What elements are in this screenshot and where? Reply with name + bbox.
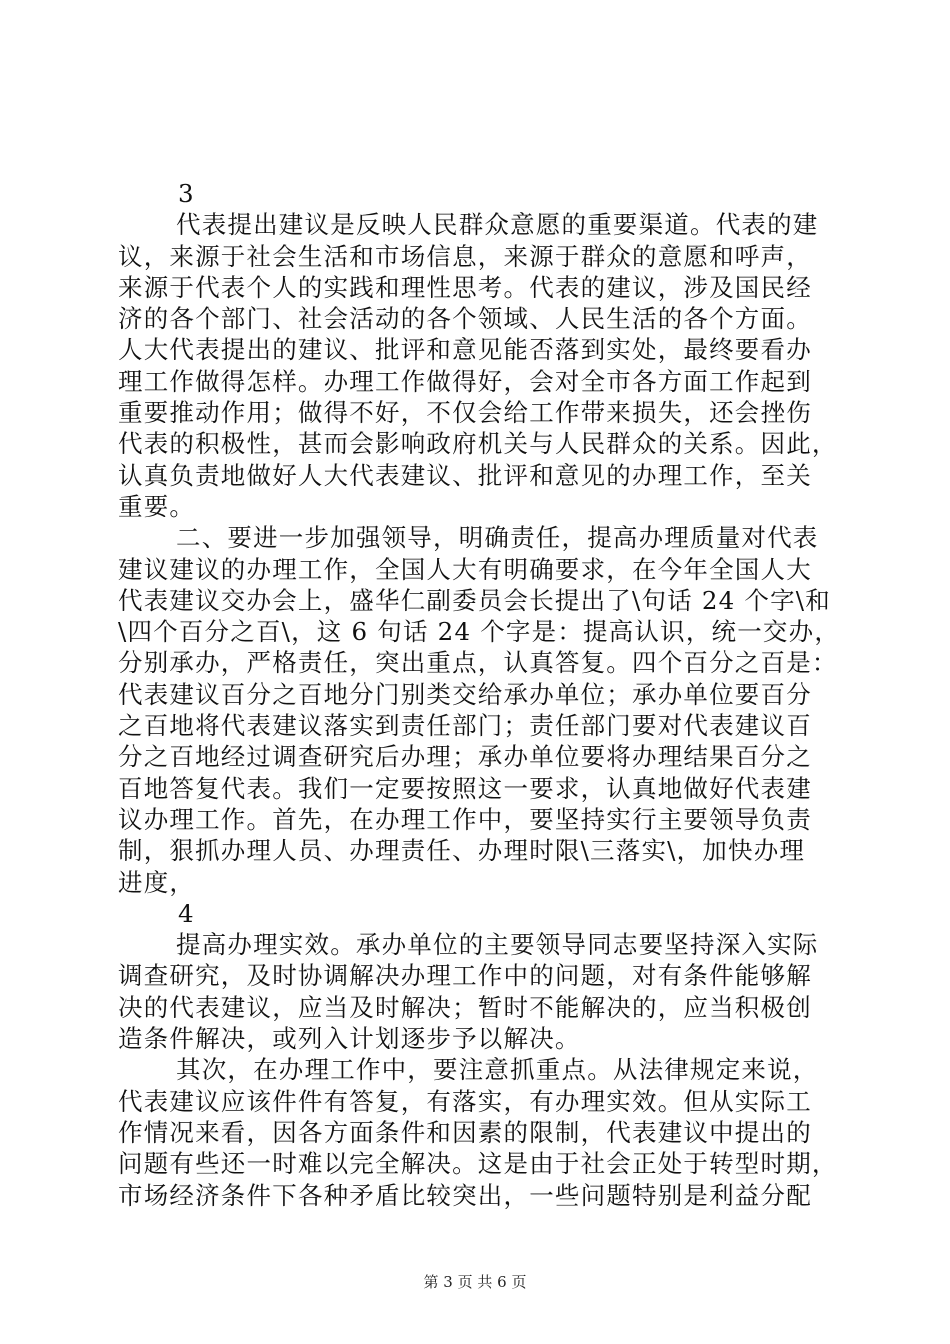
section-number: 3 — [178, 179, 195, 208]
text-line: 进度， — [118, 867, 196, 897]
text-line: 造条件解决，或列入计划逐步予以解决。 — [118, 1024, 581, 1054]
text-line: 提高办理实效。承办单位的主要领导同志要坚持深入实际 — [176, 930, 819, 960]
section-number: 4 — [178, 898, 195, 928]
text-line: 二、要进一步加强领导，明确责任，提高办理质量对代表 — [176, 523, 819, 553]
text-line: 调查研究，及时协调解决办理工作中的问题，对有条件能够解 — [118, 961, 812, 991]
text-line: 问题有些还一时难以完全解决。这是由于社会正处于转型时期， — [118, 1149, 838, 1179]
text-line: 建议建议的办理工作，全国人大有明确要求，在今年全国人大 — [118, 554, 812, 584]
text-line: 代表的积极性，甚而会影响政府机关与人民群众的关系。因此， — [118, 429, 838, 459]
text-line: 代表建议百分之百地分门别类交给承办单位；承办单位要百分 — [118, 679, 812, 709]
text-line: 认真负责地做好人大代表建议、批评和意见的办理工作，至关 — [118, 460, 812, 490]
page-footer: 第 3 页 共 6 页 — [423, 1273, 527, 1291]
text-line: \四个百分之百\，这 6 句话 24 个字是：提高认识，统一交办， — [118, 617, 841, 647]
text-line: 决的代表建议，应当及时解决；暂时不能解决的，应当积极创 — [118, 992, 812, 1022]
text-line: 议，来源于社会生活和市场信息，来源于群众的意愿和呼声， — [118, 241, 812, 271]
text-line: 理工作做得怎样。办理工作做得好，会对全市各方面工作起到 — [118, 366, 812, 396]
text-line: 济的各个部门、社会活动的各个领域、人民生活的各个方面。 — [118, 304, 812, 334]
text-line: 分别承办，严格责任，突出重点，认真答复。四个百分之百是： — [118, 648, 838, 678]
text-line: 来源于代表个人的实践和理性思考。代表的建议，涉及国民经 — [118, 272, 812, 302]
text-line: 重要推动作用；做得不好，不仅会给工作带来损失，还会挫伤 — [118, 398, 812, 428]
document-body — [118, 178, 858, 1211]
text-line: 人大代表提出的建议、批评和意见能否落到实处，最终要看办 — [118, 335, 812, 365]
text-line: 制，狠抓办理人员、办理责任、办理时限\三落实\，加快办理 — [118, 836, 806, 866]
text-line: 之百地将代表建议落实到责任部门；责任部门要对代表建议百 — [118, 711, 812, 741]
text-line: 市场经济条件下各种矛盾比较突出，一些问题特别是利益分配 — [118, 1180, 812, 1210]
text-line: 作情况来看，因各方面条件和因素的限制，代表建议中提出的 — [118, 1117, 812, 1147]
text-line: 其次，在办理工作中，要注意抓重点。从法律规定来说， — [176, 1055, 819, 1085]
text-line: 代表提出建议是反映人民群众意愿的重要渠道。代表的建 — [176, 210, 819, 240]
text-line: 议办理工作。首先，在办理工作中，要坚持实行主要领导负责 — [118, 804, 812, 834]
text-line: 分之百地经过调查研究后办理；承办单位要将办理结果百分之 — [118, 742, 812, 772]
text-line: 代表建议应该件件有答复，有落实，有办理实效。但从实际工 — [118, 1086, 812, 1116]
text-line: 重要。 — [118, 491, 196, 521]
text-line: 百地答复代表。我们一定要按照这一要求，认真地做好代表建 — [118, 773, 812, 803]
text-line: 代表建议交办会上，盛华仁副委员会长提出了\句话 24 个字\和 — [118, 585, 831, 615]
